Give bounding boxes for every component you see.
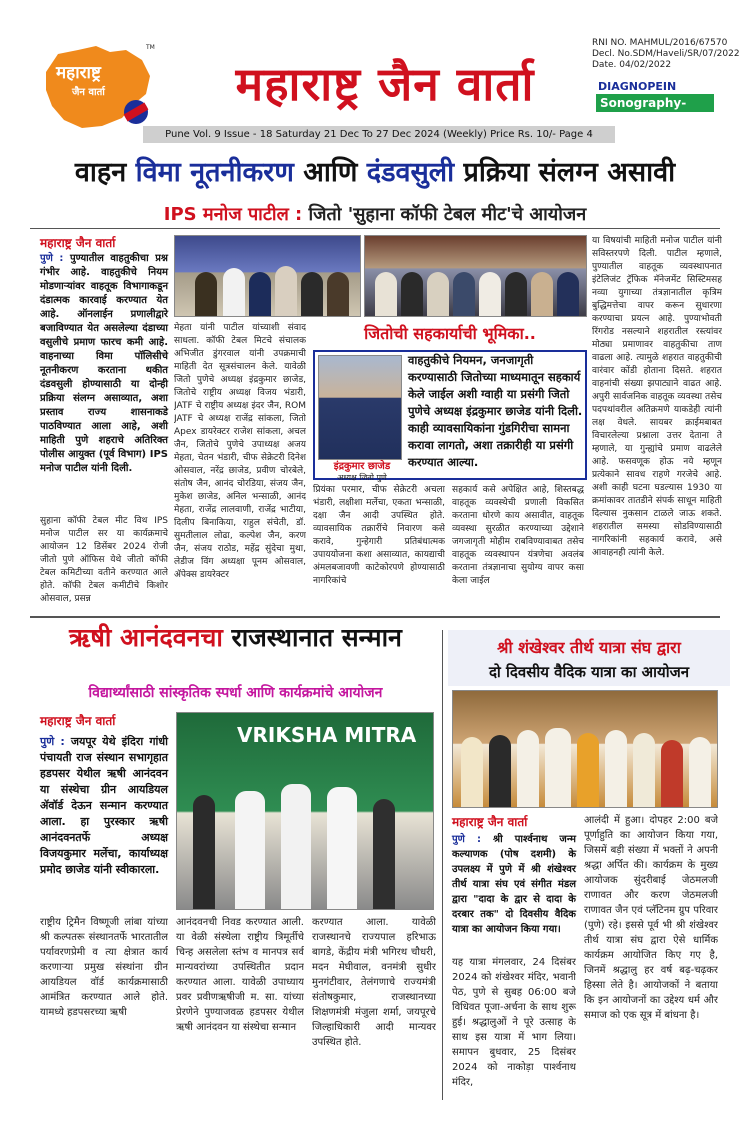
story2-column-3: करण्यात आला. यावेळी राजस्थानचे राज्यपाल हरिभाऊ बागडे, केंद्रीय मंत्री भगिरथ चौधरी, मदन मेघीवाल, वनमंत्री सुधीर मुनगंटीवार, तेलंगणाचे राज्यमंत्री संतोषकुमार, राजस्थानच्या शिक्षणमंत्री मंजुला शर्मा, जयपूरचे जिल्हाधिकारी आदी मान्यवर उपस्थित होते. <box>312 917 436 1048</box>
subheadline-part: IPS मनोज पाटील : <box>163 204 309 225</box>
box-text: वाहतुकीचे नियमन, जनजागृती करण्यासाठी जितोच्या माध्यमातून सहकार्य केले जाईल अशी ग्वाही या प्रसंगी जितो पुणेचे अध्यक्ष इंद्रकुमार छाजेड यांनी दिली. काही व्यावसायिकांना गुंडगिरीचा सामना करावा लागतो, अशा तक्रारीही या प्रसंगी करण्यात आल्या. <box>408 353 583 469</box>
photo-banner-text: VRIKSHA MITRA <box>237 723 417 747</box>
registration-block <box>592 38 740 71</box>
logo <box>38 42 156 132</box>
dateline: पुणे : <box>452 834 494 845</box>
story1-photo-award <box>174 235 361 317</box>
story3-column-1: यह यात्रा मंगलवार, 24 दिसंबर 2024 को शंखेश्वर मंदिर, भवानी पेठ, पुणे से सुबह 06:00 बजे विधिवत पूजा-अर्चना के साथ शुरू हुई। श्रद्धालुओं ने पूरे उत्साह के साथ इस यात्रा में भाग लिया। समापन बुधवार, 25 दिसंबर 2024 को नाकोड़ा पार्श्वनाथ मंदिर, <box>452 957 576 1088</box>
story2-lead <box>40 734 168 878</box>
story2-subheadline: विद्यार्थ्यांसाठी सांस्कृतिक स्पर्धा आणि कार्यक्रमांचे आयोजन <box>88 685 383 701</box>
story1-column-4: सहकार्य कसे अपेक्षित आहे, शिस्तबद्ध वाहतूक व्यवस्थेची प्रणाली विकसित करताना धोरणे काय असावीत, वाहतूक व्यवस्था सुरळीत करण्याच्या उद्देशाने जगजागृती मोहीम राबविण्यावाबत तसेच वाहतूक व्यवस्थापन यंत्रणेचा अवलंब करताना तंत्रज्ञानाचा सुयोग्य वापर कसा केला जाईल <box>452 485 584 586</box>
rni-number: RNI NO. MAHMUL/2016/67570 <box>592 38 728 48</box>
story2-byline: महाराष्ट्र जैन वार्ता <box>40 714 116 728</box>
logo-text: महाराष्ट्र <box>56 63 101 83</box>
story3-headline-line1: श्री शंखेश्वर तीर्थ यात्रा संघ द्वारा <box>497 638 681 657</box>
logo-subtext: जैन वार्ता <box>72 87 105 98</box>
portrait-photo <box>318 355 402 460</box>
headline-part: दंडवसुली <box>366 157 455 188</box>
lead-text: पुण्यातील वाहतुकीचा प्रश्न गंभीर आहे. वाहतुकीचे नियम मोडणाऱ्यांवर वाहतूक विभागाकडून दंडात्मक कारवाई करण्यात येत आहे. ऑनलाईन प्रणालीद्वारे बजाविण्यात येत असलेल्या दंडाच्या वसुलीचे प्रमाण फारच कमी आहे. वाहनाच्या विमा पॉलिसीचे नूतनीकरण करताना थकीत दंडवसुली होण्यासाठी या दोन्ही प्रक्रिया संलग्न असाव्यात, अशा प्रस्ताव राज्य शासनाकडे पाठविण्यात आला आहे, अशी माहिती पुणे शहराचे अतिरिक्त पोलीस आयुक्त (पूर्व विभाग) IPS मनोज पाटील यांनी दिली. <box>40 253 169 474</box>
story1-byline: महाराष्ट्र जैन वार्ता <box>40 236 116 250</box>
lead-text: श्री पार्श्वनाथ जन्म कल्याणक (पोष दशमी) के उपलक्ष्य में पुणे में श्री शंखेश्वर तीर्थ यात्रा संघ एवं संगीत मंडल द्वारा "दादा के द्वार से दादा के दरबार तक" दो दिवसीय वैदिक यात्रा का आयोजन किया गया। <box>452 834 577 935</box>
dateline: पुणे : <box>40 735 71 748</box>
declaration-number: Decl. No.SDM/Haveli/SR/07/2022 <box>592 49 740 59</box>
story2-column-2: आनंदवनची निवड करण्यात आली. या वेळी संस्थेला राष्ट्रीय त्रिमूर्तीचे चिन्ह असलेला स्तंभ व मानपत्र सर्व मान्यवरांच्या उपस्थितीत प्रदान करण्यात आला. यावेळी उपाध्याय प्रवर प्रवीणऋषीजी म. सा. यांच्या प्रेरणेने पुण्याजवळ हडपसर येथील ऋषी आनंदवन या संस्थेचा सन्मान <box>176 917 304 1033</box>
story1-column-2: मेहता यांनी पाटील यांच्याशी संवाद साधला. कॉफी टेबल मिटचे संचालक अभिजीत डुंगरवाल यांनी उपक्रमाची माहिती देत सूत्रसंचालन केले. यावेळी जितो पुणेचे अध्यक्ष इंद्रकुमार छाजेड, जितोचे राष्ट्रीय अध्यक्ष विजय भंडारी, JATF चे राष्ट्रीय अध्यक्ष इंदर जैन, ROM JATF चे अध्यक्ष राजेंद्र सांकला, जितो Apex डायरेक्टर राजेश सांकला, अचल जैन, जितोचे पुणेचे उपाध्यक्ष अजय मेहता, चेतन भंडारी, चीफ सेक्रेटरी दिनेश ओसवाल, नरेंद्र छाजेड, प्रवीण चोरबेले, संतोष जैन, आनंद चोरडिया, संजय जैन, मुकेश छाजेड, अनिल भन्साळी, आनंद मेहता, राजेंद्र लालवाणी, राजेंद्र भाटीया, दिलीप बिनाकिया, राहुल संचेती, डॉ. सुमतीलाल लोढा, कल्पेश जैन, करण जैन, संजय राठोड, महेंद्र सुंदेचा मुथा, लेडीज विंग अध्यक्षा पूनम ओसवाल, ॲपेक्स डायरेक्टर <box>174 323 306 580</box>
box-heading: जितोची सहकार्याची भूमिका.. <box>364 324 536 343</box>
registration-date: Date. 04/02/2022 <box>592 60 672 70</box>
story3-photo-yatra <box>452 690 718 808</box>
dateline: पुणे : <box>40 253 70 264</box>
subheadline-part: जितो 'सुहाना कॉफी टेबल मीट'चे आयोजन <box>308 204 587 225</box>
story1-photo-group <box>364 235 587 317</box>
story2-photo-award <box>176 712 434 910</box>
section-divider <box>30 616 720 618</box>
masthead-title: महाराष्ट्र जैन वार्ता <box>235 57 535 111</box>
story3-headline-line2: दो दिवसीय वैदिक यात्रा का आयोजन <box>488 663 690 681</box>
divider <box>30 228 720 229</box>
story2-headline <box>38 620 433 654</box>
headline-part: ऋषी आनंदवनचा <box>69 623 232 652</box>
portrait-role: अध्यक्ष जितो पुणे <box>337 473 387 482</box>
trademark: TM <box>146 44 155 51</box>
story2-column-1: राष्ट्रीय ट्रिमैन विष्णूजी लांबा यांच्या श्री कल्पतरू संस्थानतर्फे भारतातील पर्यावरणप्रेमी व त्या क्षेत्रात कार्य करणाऱ्या प्रमुख संस्थांना ग्रीन आयडियल वॉर्ड कार्यक्रमासाठी आमंत्रित करण्यात आले होते. यामध्ये हडपसरच्या ऋषी <box>40 917 168 1018</box>
story3-lead <box>452 832 576 937</box>
story1-lead <box>40 252 168 476</box>
issue-info-bar: Pune Vol. 9 Issue - 18 Saturday 21 Dec To 27 Dec 2024 (Weekly) Price Rs. 10/- Page 4 <box>143 126 615 143</box>
headline-part: वाहन <box>74 157 136 188</box>
story1-headline <box>30 152 720 189</box>
story1-column-5: या विषयांची माहिती मनोज पाटील यांनी सविस्तरपणे दिली. पाटील म्हणाले, पुण्यातील वाहतूक व्यवस्थापनात इंटेलिजंट ट्रॅफिक मॅनेजमेंट सिस्टिमसह नव्या युगाच्या तंत्रज्ञानातील कृत्रिम बुद्धिमत्तेचा वापर करून सुधारणा करण्याचा प्रयत्न आहे. पुण्याभोवती रिंगरोड नसल्याने शहरातील रस्त्यांवर मोठ्या प्रमाणावर वाहतुकीचा ताण वाढला आहे. त्यामुळे शहरात वाहतुकीची वारंवार कोंडी होताना दिसते. शहरात वाहनांची संख्या झपाट्याने वाढत आहे. अपुरी सार्वजनिक वाहतूक व्यवस्था तसेच पदपथांवरील अतिक्रमणे याकडेही त्यांनी लक्ष वेधले. सायबर क्राईमबाबत विचारलेल्या प्रश्नाला उत्तर देताना ते म्हणाले, या गुन्ह्यांचे प्रमाण वाढलेले आहे. फसवणूक होऊ नये म्हणून प्रत्येकाने सावध राहणे गरजेचे आहे. अशी काही घटना घडल्यास 1930 या क्रमांकावर तातडीने संपर्क साधून माहिती दिल्यास नुकसान टाळले जाऊ शकते. शहरातील समस्या सोडविण्यासाठी नागरिकांनी सहकार्य करावे, असे आवाहनही त्यांनी केले. <box>592 236 722 558</box>
story1-column-1: सुहाना कॉफी टेबल मीट विथ IPS मनोज पाटील सर या कार्यक्रमाचे आयोजन 12 डिसेंबर 2024 रोजी जीतो पुणे ऑफिस येथे जीतो कॉफी टेबल कमिटीच्या वतीने करण्यात आले होते. कॉफी टेबल कमीटीचे किशोर ओसवाल, प्रसन्न <box>40 516 168 604</box>
story3-column-2: आलंदी में हुआ। दोपहर 2:00 बजे पूर्णाहुति का आयोजन किया गया, जिसमें बड़ी संख्या में भक्तों ने अपनी श्रद्धा अर्पित की। कार्यक्रम के मुख्य आयोजक सुंदरीबाई जेठमलजी राणावत और करण जेठमलजी राणावत जैन एवं प्लॅटिनम ग्रुप परिवार (पुणे) रहे। इससे पूर्व भी श्री शंखेश्वर तीर्थ यात्रा संघ द्वारा ऐसे धार्मिक कार्यक्रम आयोजित किए गए है, जिनमें श्रद्धालु हर वर्ष बढ़-चढ़कर हिस्सा लेते है। आयोजकों ने बताया कि इन आयोजनों का उद्देश्य धर्म और समाज को एक सूत्र में बांधना है। <box>584 815 718 1021</box>
headline-part: आणि <box>293 157 367 188</box>
headline-part: विमा नूतनीकरण <box>135 157 294 188</box>
story1-column-3: प्रियंका परमार, चीफ सेक्रेटरी अचला भंडारी, लक्षीशा मर्लेचा, एकता भन्साळी, दक्षा जैन आदी उपस्थित होते. व्यावसायिक तक्रारींचे निवारण कसे करावे, गुन्हेगारी प्रतिबंधात्मक उपाययोजना कशा असाव्यात, कायद्याची अंमलबजावणी काटेकोरपणे होण्यासाठी नागरिकांचे <box>313 485 445 586</box>
ad-brand: DIAGNOPEIN <box>598 80 677 93</box>
ad-offer: Sonography- ₹500/- <box>596 94 714 112</box>
headline-part: प्रक्रिया संलग्न असावी <box>454 157 676 188</box>
portrait-name: इंद्रकुमार छाजेड <box>333 461 391 472</box>
column-divider <box>442 630 443 1100</box>
story3-byline: महाराष्ट्र जैन वार्ता <box>452 815 528 829</box>
lead-text: जयपूर येथे इंदिरा गांधी पंचायती राज संस्थान सभागृहात हडपसर येथील ऋषी आनंदवन या संस्थेचा ग्रीन आयडियल ॲवॉर्ड देऊन सन्मान करण्यात आला. हा पुरस्कार ऋषी आनंदवनतर्फे अध्यक्ष विजयकुमार मर्लेचा, कार्याध्यक्ष प्रमोद छाजेड यांनी स्वीकारला. <box>40 735 168 876</box>
story1-subheadline <box>60 202 690 226</box>
headline-part: राजस्थानात सन्मान <box>231 623 402 652</box>
